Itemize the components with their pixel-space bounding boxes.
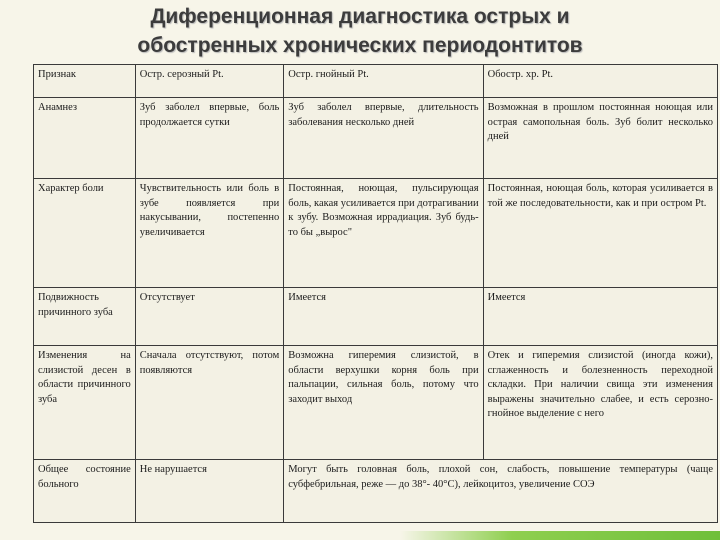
table-cell: Возможна гиперемия слизистой, в области верхушки корня боль при пальпации, сильная боль, потому что заходит выход [284, 346, 483, 460]
table-row [34, 346, 718, 460]
table-row [34, 98, 718, 179]
header-cell: Признак [34, 65, 136, 98]
title-line-2: обостренных хронических периодонтитов [137, 34, 583, 57]
table-cell: Постоянная, ноющая боль, которая усиливается в той же последовательности, как и при остром Pt. [483, 179, 717, 288]
row-label: Подвижность причинного зуба [34, 288, 136, 346]
title-line-1: Диференционная диагностика острых и [150, 5, 570, 28]
page-title [0, 2, 720, 60]
header-cell: Обостр. хр. Pt. [483, 65, 717, 98]
table-row [34, 288, 718, 346]
table-cell: Отсутствует [135, 288, 283, 346]
table-cell: Зуб заболел впервые, длительность заболевания несколько дней [284, 98, 483, 179]
table-row [34, 179, 718, 288]
table-cell: Отек и гиперемия слизистой (иногда кожи), сглаженность и болезненность переходной складки. При наличии свища эти изменения выражены значительно слабее, и есть серозно-гнойное выделение с него [483, 346, 717, 460]
row-label: Анамнез [34, 98, 136, 179]
table-cell-merged: Могут быть головная боль, плохой сон, слабость, повышение температуры (чаще субфебрильная, реже — до 38°- 40°С), лейкоцитоз, увеличение СОЭ [284, 460, 718, 523]
header-cell: Остр. гнойный Pt. [284, 65, 483, 98]
table-cell: Возможная в прошлом постоянная ноющая или острая самопольная боль. Зуб болит несколько дней [483, 98, 717, 179]
table-cell: Имеется [284, 288, 483, 346]
table-cell: Не нарушается [135, 460, 283, 523]
header-cell: Остр. серозный Pt. [135, 65, 283, 98]
table-row [34, 460, 718, 523]
table-cell: Чувствительность или боль в зубе появляется при накусывании, постепенно увеличивается [135, 179, 283, 288]
decorative-accent-bar [400, 531, 720, 540]
row-label: Общее состояние больного [34, 460, 136, 523]
table-cell: Имеется [483, 288, 717, 346]
diagnosis-table [33, 64, 718, 523]
table-cell: Зуб заболел впервые, боль продолжается сутки [135, 98, 283, 179]
table-cell: Постоянная, ноющая, пульсирующая боль, какая усиливается при дотрагивании к зубу. Возможная иррадиация. Зуб будь-то бы „вырос" [284, 179, 483, 288]
row-label: Характер боли [34, 179, 136, 288]
row-label: Изменения на слизистой десен в области причинного зуба [34, 346, 136, 460]
table-cell: Сначала отсутствуют, потом появляются [135, 346, 283, 460]
table-header-row [34, 65, 718, 98]
